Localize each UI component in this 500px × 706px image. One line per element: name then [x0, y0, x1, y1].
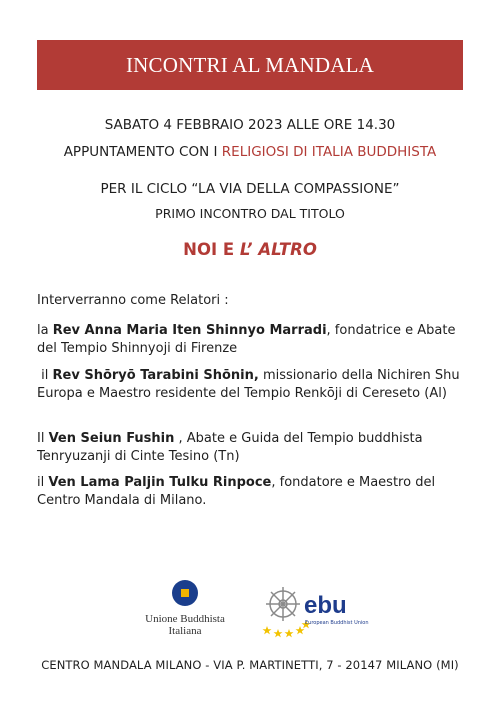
speaker-prefix: la: [37, 323, 53, 338]
speaker-item: [37, 430, 467, 466]
event-title-part2: L’ ALTRO: [239, 240, 317, 259]
ebu-logo: [262, 582, 372, 642]
speaker-prefix: il: [37, 475, 49, 490]
speaker-description: missionario della Nichiren Shu Europa e Maestro residente del Tempio Renkōji di Cereseto (Al): [37, 368, 460, 401]
speaker-prefix: Il: [37, 431, 49, 446]
speaker-description: , Abate e Guida del Tempio buddhista Tenryuzanji di Cinte Tesino (Tn): [37, 431, 423, 464]
speaker-name: Rev Shōryō Tarabini Shōnin,: [52, 368, 259, 383]
ubi-name-line2: Italiana: [168, 625, 202, 637]
speaker-item: [37, 474, 467, 510]
appointment-prefix: APPUNTAMENTO CON I: [63, 144, 222, 160]
event-title-part1: NOI E: [183, 240, 240, 259]
event-date: SABATO 4 FEBBRAIO 2023 ALLE ORE 14.30: [104, 117, 396, 133]
speaker-prefix: il: [37, 368, 53, 383]
speaker-item: [37, 322, 467, 358]
speakers-intro: Interverranno come Relatori :: [37, 293, 229, 308]
speaker-name: Rev Anna Maria Iten Shinnyo Marradi: [52, 323, 327, 338]
ebu-subtitle: European Buddhist Union: [305, 620, 369, 626]
event-title: [0, 240, 500, 259]
ubi-logo-icon: [172, 580, 198, 606]
ubi-name: [135, 613, 235, 637]
speaker-description: , fondatrice e Abate del Tempio Shinnyoji di Firenze: [37, 323, 456, 356]
ubi-name-line1: Unione Buddhista: [145, 613, 225, 625]
header-banner: [37, 40, 463, 90]
ubi-logo-block: [135, 580, 235, 637]
appointment-line: [0, 144, 500, 160]
speaker-description: , fondatore e Maestro del Centro Mandala di Milano.: [37, 475, 436, 508]
cycle-line: PER IL CICLO “LA VIA DELLA COMPASSIONE”: [100, 181, 400, 197]
speaker-name: Ven Seiun Fushin: [48, 431, 175, 446]
first-meeting-line: PRIMO INCONTRO DAL TITOLO: [155, 206, 345, 221]
banner-title: INCONTRI AL MANDALA: [125, 52, 374, 77]
ebu-wordmark: ebu: [304, 592, 347, 619]
appointment-highlight: RELIGIOSI DI ITALIA BUDDHISTA: [221, 144, 437, 160]
footer-address: CENTRO MANDALA MILANO - VIA P. MARTINETTI, 7 - 20147 MILANO (MI): [41, 658, 459, 672]
speaker-name: Ven Lama Paljin Tulku Rinpoce: [48, 475, 272, 490]
speaker-item: [37, 367, 467, 403]
